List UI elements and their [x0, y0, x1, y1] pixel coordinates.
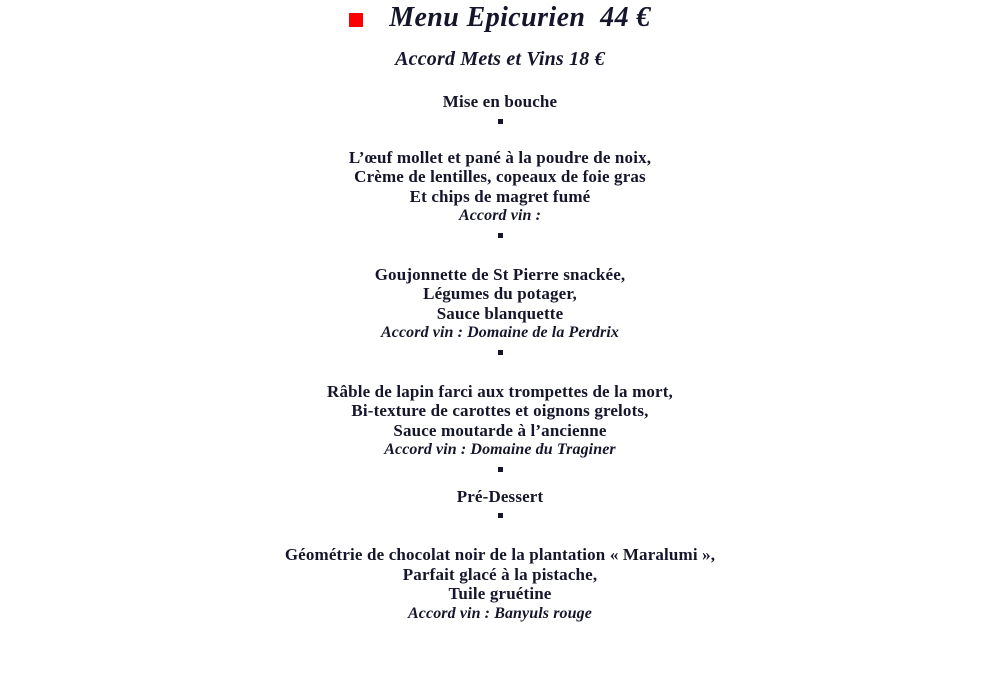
small-square-separator-icon: [498, 233, 503, 238]
course-line: Parfait glacé à la pistache,: [402, 564, 598, 584]
course-line: Légumes du potager,: [423, 284, 577, 303]
wine-pairing: Accord vin :: [458, 207, 542, 224]
wine-pairing: Accord vin : Domaine de la Perdrix: [380, 324, 620, 341]
course-pre-dessert: [0, 487, 1000, 507]
wine-pairing: Accord vin : Domaine du Traginer: [384, 441, 616, 458]
course-line: Mise en bouche: [442, 92, 558, 111]
course-line: Tuile gruétine: [448, 584, 552, 603]
course-separator: [0, 112, 1000, 131]
course-separator: [0, 506, 1000, 525]
small-square-separator-icon: [498, 513, 503, 518]
small-square-separator-icon: [498, 350, 503, 355]
menu-header: [0, 2, 1000, 34]
small-square-separator-icon: [498, 119, 503, 124]
menu-subtitle: Accord Mets et Vins 18 €: [395, 48, 605, 70]
course-line: L’œuf mollet et pané à la poudre de noix,: [348, 147, 652, 167]
course-line: Râble de lapin farci aux trompettes de la mort,: [327, 381, 673, 401]
course-separator: [0, 460, 1000, 479]
course-line: Bi-texture de carottes et oignons grelots,: [351, 401, 649, 420]
course-line: Crème de lentilles, copeaux de foie gras: [354, 167, 646, 186]
course-line: Et chips de magret fumé: [409, 186, 591, 206]
course-oeuf-mollet: [0, 148, 1000, 226]
small-square-separator-icon: [498, 467, 503, 472]
course-mise-en-bouche: [0, 92, 1000, 112]
course-rable-de-lapin: [0, 382, 1000, 460]
red-square-icon: [349, 13, 363, 27]
course-goujonnette-st-pierre: [0, 265, 1000, 343]
course-line: Pré-Dessert: [456, 486, 544, 506]
course-line: Sauce blanquette: [436, 303, 564, 323]
course-line: Géométrie de chocolat noir de la plantation « Maralumi »,: [284, 545, 716, 564]
course-line: Goujonnette de St Pierre snackée,: [374, 264, 626, 284]
course-separator: [0, 226, 1000, 245]
course-separator: [0, 343, 1000, 362]
wine-pairing: Accord vin : Banyuls rouge: [408, 604, 592, 622]
course-line: Sauce moutarde à l’ancienne: [393, 420, 607, 440]
course-dessert-chocolat: [0, 545, 1000, 623]
menu-course-list: [0, 92, 1000, 623]
page-title: Menu Epicurien 44 €: [389, 2, 651, 33]
